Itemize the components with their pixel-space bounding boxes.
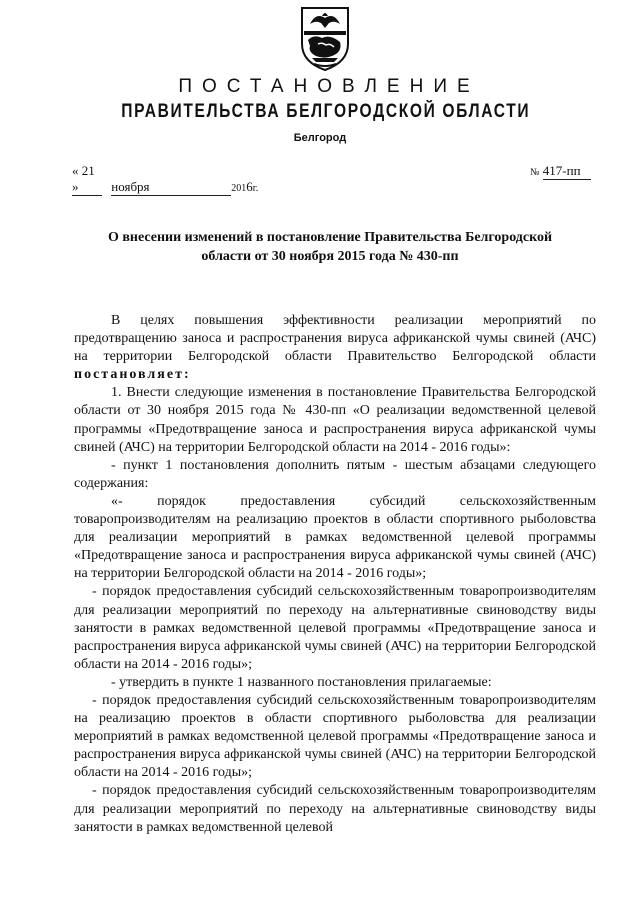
- paragraph-item-1-dash-2: - утвердить в пункте 1 названного постановления прилагаемые:: [111, 674, 492, 690]
- close-quote: »: [72, 179, 79, 194]
- date-year-prefix: 201: [231, 183, 247, 194]
- preamble-text: В целях повышения эффективности реализации мероприятий по предотвращению заноса и распространения вируса африканской чумы свиней (АЧС) на территории Белгородской области Правительство Белгородской области: [74, 313, 596, 365]
- document-body: [74, 312, 596, 837]
- paragraph-preamble: [74, 312, 596, 384]
- document-heading: О внесении изменений в постановление Правительства Белгородской области от 30 ноября 2015 года № 430-пп: [107, 230, 553, 264]
- issuing-authority: ПРАВИТЕЛЬСТВА БЕЛГОРОДСКОЙ ОБЛАСТИ: [121, 101, 531, 122]
- resolution-word: постановляет:: [74, 367, 191, 383]
- paragraph-item-1: 1. Внести следующие изменения в постановление Правительства Белгородской области от 30 ноября 2015 года № 430-пп «О реализации ведомственной целевой программы «Предотвращение заноса и распространения вируса африканской чумы свиней (АЧС) на территории Белгородской области на 2014 - 2016 годы»:: [74, 385, 596, 455]
- document-type-title: ПОСТАНОВЛЕНИЕ: [178, 76, 480, 97]
- date-year-suffix: 6: [246, 179, 253, 194]
- paragraph-order-alternative-employment: - порядок предоставления субсидий сельскохозяйственным товаропроизводителям для реализации мероприятий по переходу на альтернативные свиноводству виды занятости в рамках ведомственной целевой программы «Предотвращение заноса и распространения вируса африканской чумы свиней (АЧС) на территории Белгородской области на 2014 - 2016 годы»;: [74, 584, 596, 672]
- number-value: 417-пп: [543, 163, 591, 180]
- belgorod-coat-of-arms-icon: [296, 4, 354, 72]
- paragraph-item-1-dash-1: - пункт 1 постановления дополнить пятым - шестым абзацами следующего содержания:: [74, 457, 596, 491]
- paragraph-approved-order-fishing: - порядок предоставления субсидий сельскохозяйственным товаропроизводителям на реализацию проектов в области спортивного рыболовства для реализации мероприятий в рамках ведомственной целевой программы «Предотвращение заноса и распространения вируса африканской чумы свиней (АЧС) на территории Белгородской области на 2014 - 2016 годы»;: [74, 692, 596, 781]
- paragraph-approved-order-alternative-employment: - порядок предоставления субсидий сельскохозяйственным товаропроизводителям для реализации мероприятий по переходу на альтернативные свиноводству виды занятости в рамках ведомственной целевой: [74, 783, 596, 835]
- city-name: Белгород: [293, 132, 347, 144]
- document-number: [530, 163, 591, 180]
- date-year-unit: г.: [252, 183, 259, 194]
- document-date: [72, 163, 258, 196]
- number-sign: №: [530, 167, 540, 178]
- date-day: 21: [81, 163, 95, 178]
- date-month: ноября: [111, 179, 231, 196]
- date-open-quote-and-day: [72, 163, 102, 196]
- open-quote: «: [72, 163, 79, 178]
- paragraph-order-fishing: «- порядок предоставления субсидий сельскохозяйственным товаропроизводителям на реализацию проектов в области спортивного рыболовства для реализации мероприятий в рамках ведомственной целевой программы «Предотвращение заноса и распространения вируса африканской чумы свиней (АЧС) на территории Белгородской области на 2014 - 2016 годы»;: [74, 493, 596, 582]
